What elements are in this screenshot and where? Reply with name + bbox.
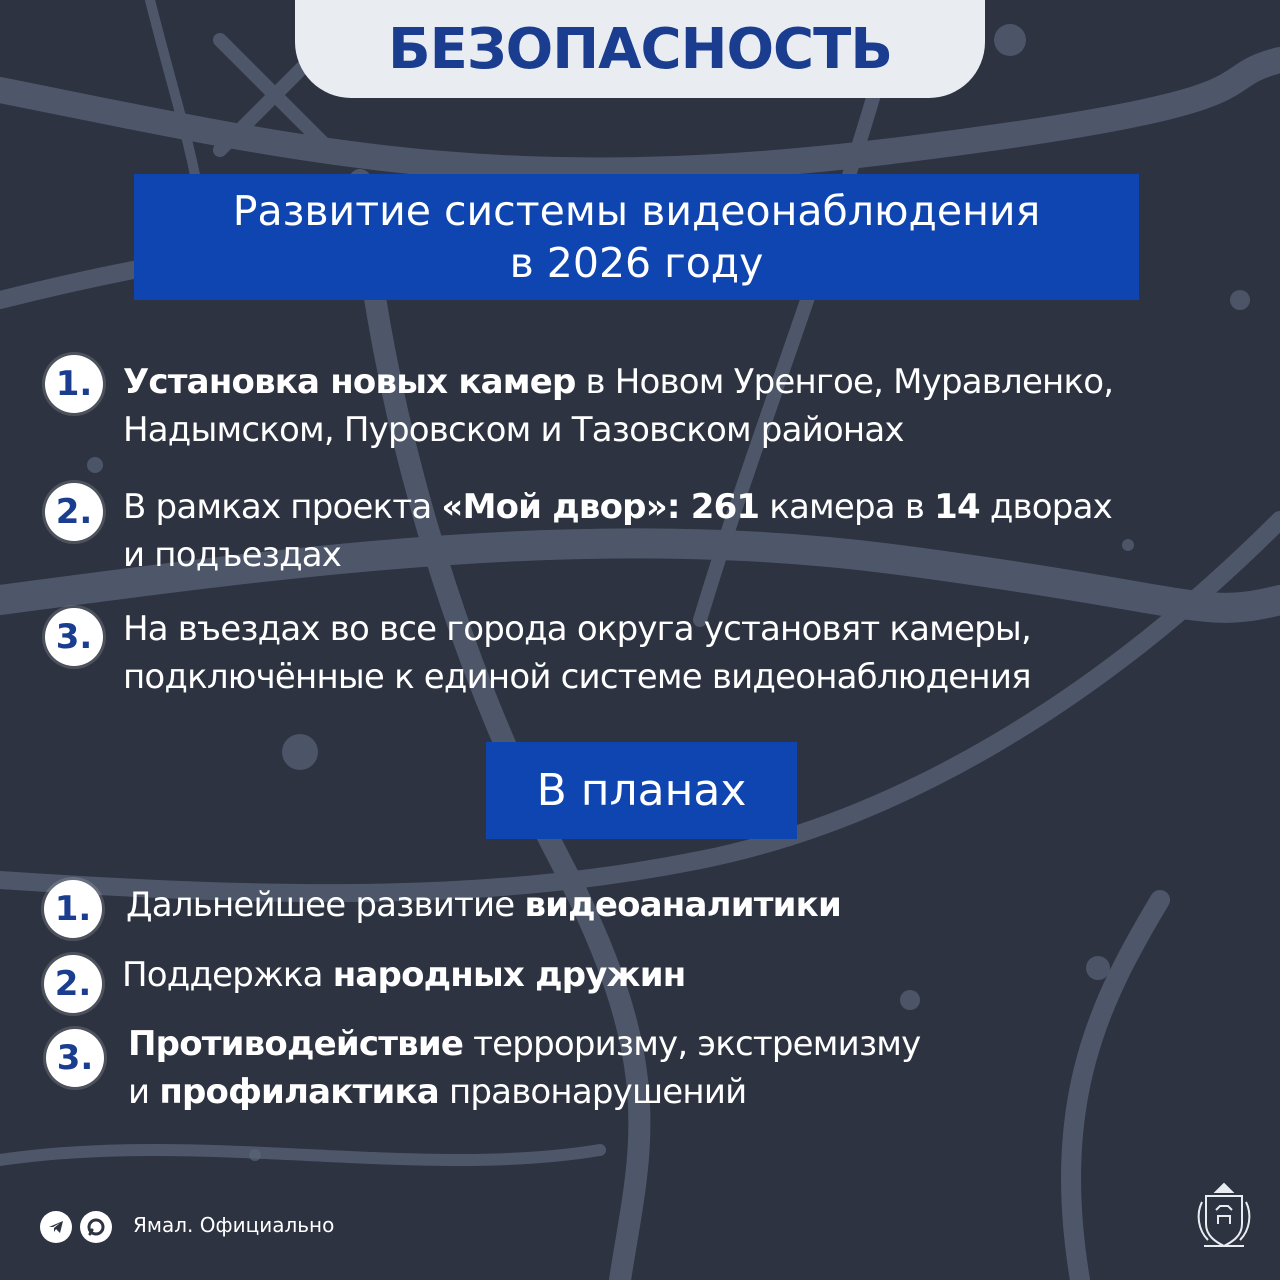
header-tab — [295, 0, 985, 98]
list-item — [123, 358, 1263, 454]
item-text: правонарушений — [438, 1072, 747, 1112]
section2-title-box — [486, 742, 797, 839]
header-title: БЕЗОПАСНОСТЬ — [387, 16, 893, 82]
section1-title-line2: в 2026 году — [509, 239, 764, 287]
item-number-badge: 2. — [45, 483, 103, 541]
item-text: В рамках проекта — [123, 487, 442, 527]
item-text: Надымском, Пуровском и Тазовском районах — [123, 410, 904, 450]
item-text: терроризму, экстремизму — [463, 1024, 921, 1064]
item-bold: видеоаналитики — [524, 885, 841, 925]
section2-title: В планах — [536, 765, 747, 816]
item-text: камера в — [759, 487, 935, 527]
item-text: Дальнейшее развитие — [126, 885, 525, 925]
item-text: дворах — [979, 487, 1112, 527]
item-bold: профилактика — [159, 1072, 439, 1112]
item-text: и — [128, 1072, 160, 1112]
item-text: На въездах во все города округа установят камеры, — [123, 609, 1031, 649]
list-item — [128, 1020, 1228, 1116]
list-item — [123, 483, 1263, 579]
list-item — [123, 605, 1263, 701]
telegram-icon[interactable] — [40, 1211, 72, 1243]
list-item — [122, 951, 1222, 999]
item-text: и подъездах — [123, 535, 342, 575]
list-item — [126, 881, 1226, 929]
item-bold: Установка новых камер — [123, 362, 576, 402]
max-messenger-icon[interactable] — [80, 1211, 112, 1243]
coat-of-arms-icon — [1194, 1180, 1254, 1252]
item-bold: народных дружин — [332, 955, 686, 995]
item-bold: «Мой двор»: 261 — [441, 487, 760, 527]
item-number-badge: 2. — [44, 955, 102, 1013]
item-number-badge: 1. — [44, 880, 102, 938]
item-number-badge: 1. — [45, 355, 103, 413]
item-bold: Противодействие — [128, 1024, 464, 1064]
item-text: в Новом Уренгое, Муравленко, — [575, 362, 1114, 402]
item-bold: 14 — [934, 487, 980, 527]
item-text: Поддержка — [122, 955, 333, 995]
section1-title-box — [134, 174, 1139, 300]
item-number-badge: 3. — [46, 1029, 104, 1087]
source-label: Ямал. Официально — [133, 1213, 335, 1237]
item-text: подключённые к единой системе видеонаблюдения — [123, 657, 1031, 697]
item-number-badge: 3. — [45, 608, 103, 666]
section1-title-line1: Развитие системы видеонаблюдения — [232, 187, 1041, 235]
